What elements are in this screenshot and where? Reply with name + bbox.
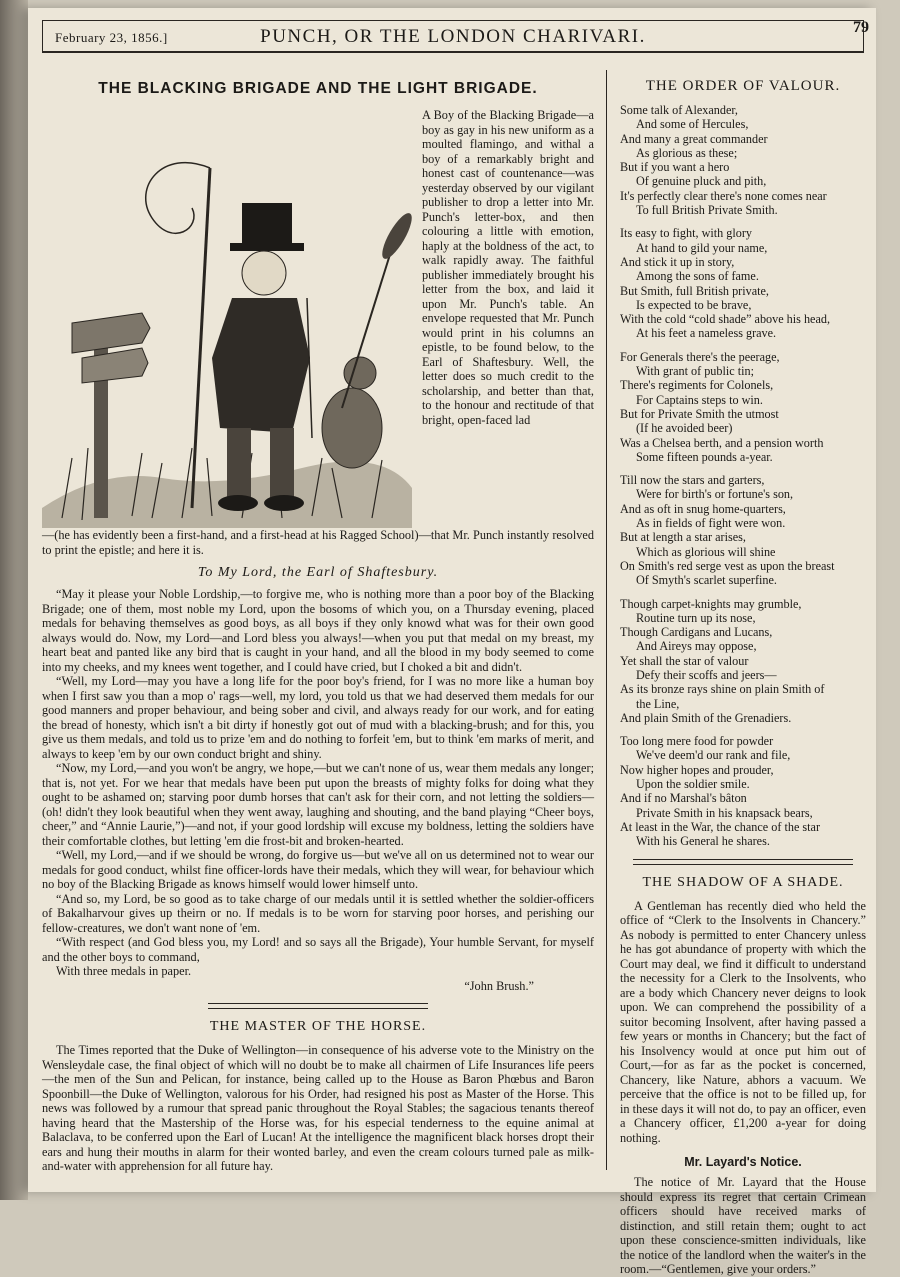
poem-line: With grant of public tin; — [636, 364, 754, 379]
poem-line: As its bronze rays shine on plain Smith of — [620, 682, 825, 697]
poem-line: the Line, — [636, 696, 680, 711]
header-date: February 23, 1856.] — [55, 30, 168, 45]
letter-paragraph: “May it please your Noble Lordship,—to forgive me, who is nothing more than a poor boy of the Blacking Brigade; one of them, most noble my Lord, upon the bosoms of which you, on a Thursday evening, placed medals for behaving themselves as good boys, as all boys if they only knowd what was for their own good always would do. Now, my Lord—and Lord bless you always!—when you put that medal on my breast, my heart beat and panted like any bird that is caught in your hand, and all the blood in my body seemed to come into my cheeks, and my knees went together, and I could have cried, but I choked a bit and didn't. — [42, 587, 594, 674]
poem-line: And some of Hercules, — [636, 117, 749, 132]
poem-line: But for Private Smith the utmost — [620, 406, 779, 421]
intro-text: A Boy of the Blacking Brigade—a boy as gay in his new uniform as a moulted flamingo, and withal a boy of a remarkably bright and honest cast of countenance—was yesterday observed by our vigilant publisher to drop a letter into Mr. Punch's letter-box, and then colouring a little with emotion, haply at the boldness of the act, to walk rapidly away. The faithful publisher immediately brought his letter from the box, and laid it upon Mr. Punch's table. An envelope requested that Mr. Punch would print in his columns an epistle, to be found below, to the Earl of Shaftesbury. Well, the letter does so much credit to the scholarship, and better than that, to the honour and rectitude of that bright, open-faced lad — [422, 108, 594, 427]
poem-line: Some talk of Alexander, — [620, 103, 738, 117]
poem-line: At least in the War, the chance of the star — [620, 819, 820, 834]
section-divider — [633, 859, 853, 865]
poem-line: And stick it up in story, — [620, 254, 735, 269]
poem-line: For Captains steps to win. — [636, 392, 763, 407]
page-header — [42, 19, 869, 53]
letter-paragraph: “Well, my Lord—may you have a long life for the poor boy's friend, for I was no more like a human boy when I first saw you than a mop o' rags—well, my lord, you told us that we had deserved them medals for our good manners and proper behaviour, and being sober and civil, and always ready for our work, and for eating the bread of honesty, which isn't a bit dirty if honestly got out of mud with a blacking-brush; and for this, you give us them medals, and told us to prize 'em and do nothing to forfeit 'em, but to think 'em marks of merit, and always to keep 'em by our own conduct bright and shiny. — [42, 674, 594, 761]
poem-line: There's regiments for Colonels, — [620, 378, 774, 393]
poem-line: Is expected to be brave, — [636, 297, 752, 312]
master-title: THE MASTER OF THE HORSE. — [209, 1019, 427, 1034]
boy-and-signpost-icon — [42, 108, 412, 528]
poem-line: With the cold “cold shade” above his head, — [620, 312, 831, 327]
poem-line: Which as glorious will shine — [636, 544, 776, 559]
poem-line: We've deem'd our rank and file, — [636, 748, 791, 763]
poem-stanza — [620, 103, 866, 217]
poem-line: And if no Marshal's bâton — [620, 791, 747, 806]
poem-line: Though carpet-knights may grumble, — [620, 596, 802, 611]
poem-line: At hand to gild your name, — [636, 240, 768, 255]
poem-line: Some fifteen pounds a-year. — [636, 449, 773, 464]
letter-salutation: To My Lord, the Earl of Shaftesbury. — [197, 565, 439, 580]
poem-stanza — [620, 350, 866, 464]
letter-paragraph: “Now, my Lord,—and you won't be angry, we hope,—but we can't none of us, wear them medals any longer; that is, not yet. For we hear that medals have been put upon the breasts of mighty folks for doing what they ought to be ashamed on; starving poor dumb horses that can't ask for their corn, and not letting the soldiers—(oh! didn't they look beautiful when they went away, laughing and shouting, and the band playing “Cheer boys, cheer,” and “Annie Laurie,”)—and not, if your good lordship will excuse my boldness, letting the soldiers have their comfortable clothes, but letting 'em die frost-bit and broken-hearted. — [42, 761, 594, 848]
poem-line: Till now the stars and garters, — [620, 473, 765, 488]
poem-line: But at length a star arises, — [620, 530, 746, 545]
poem-line: (If he avoided beer) — [636, 421, 733, 436]
poem-line: Though Cardigans and Lucans, — [620, 625, 773, 640]
poem-line: Of genuine pluck and pith, — [636, 174, 767, 189]
layard-title: Mr. Layard's Notice. — [684, 1155, 802, 1170]
poem-line: As in fields of fight were won. — [636, 516, 786, 531]
poem-line: But Smith, full British private, — [620, 283, 769, 298]
poem-line: Too long mere food for powder — [620, 734, 774, 749]
poem-line: Defy their scoffs and jeers— — [636, 667, 777, 682]
shadow-title: THE SHADOW OF A SHADE. — [642, 874, 844, 890]
poem-line: Was a Chelsea berth, and a pension worth — [620, 435, 824, 450]
column-divider — [606, 70, 607, 1170]
poem-line: On Smith's red serge vest as upon the breast — [620, 558, 835, 573]
poem-line: To full British Private Smith. — [636, 203, 778, 218]
poem-stanza — [620, 597, 866, 726]
poem-stanza — [620, 734, 866, 848]
book-spine — [0, 0, 28, 1200]
poem-line: With his General he shares. — [636, 834, 770, 849]
valour-poem — [620, 103, 866, 849]
poem-line: At his feet a nameless grave. — [636, 326, 777, 341]
master-text: The Times reported that the Duke of Wellington—in consequence of his adverse vote to the Ministry on the Wensleydale case, the final object of which will no doubt be to make all chairmen of Life Insurances life peers—the men of the Sun and Pelican, for instance, being called up to the House as Baron Phœbus and Baron Spoonbill—the Duke of Wellington, valorous for his Order, had resigned his post as Master of the Horse. This news was followed by a rumour that spread panic throughout the Royal Stables; the sagacious tenants thereof having heard that the Mastership of the Horse was, for his especial tenderness to the equine animal at Balaclava, to be conferred upon the Earl of Lucan! At the intelligence the magnificent black horses dropt their ears and hung their mouths in alarm for their wonted barley, and even the cream colours turned pale as milk-and-water with apprehension for all future hay. — [42, 1043, 594, 1173]
poem-line: And as oft in snug home-quarters, — [620, 501, 786, 516]
poem-line: Among the sons of fame. — [636, 269, 759, 284]
cartoon-illustration — [42, 108, 412, 528]
poem-line: Upon the soldier smile. — [636, 777, 750, 792]
page-number: 79 — [853, 19, 869, 36]
section-divider — [208, 1003, 428, 1009]
poem-line: Its easy to fight, with glory — [620, 226, 753, 241]
intro-continuation: —(he has evidently been a first-hand, and a first-head at his Ragged School)—that Mr. Punch instantly resolved to print the epistle; and here it is. — [42, 528, 594, 557]
letter-closing: With three medals in paper. — [56, 964, 192, 978]
poem-line: But if you want a hero — [620, 160, 730, 175]
shadow-text: A Gentleman has recently died who held the office of “Clerk to the Insolvents in Chancery.” As nobody is permitted to enter Chancery unless he has got abundance of property with which the Court may deal, we find it difficult to understand the necessity for a Clerk to the Insolvents, who are a body which Chancery never deigns to look upon. We can comprehend the possibility of a suitor becoming Insolvent, after having passed a few years or months in Chancery; but the fact of his Insolvency would at once put him out of Court,—for as far as the pocket is concerned, Chancery, like Nature, abhors a vacuum. We perceive that the office is not to be filled up, for in these days it will not do, to pay an officer, even a Chancery officer, £1,200 a-year for doing nothing. — [620, 898, 866, 1145]
poem-line: And Aireys may oppose, — [636, 639, 757, 654]
poem-line: Private Smith in his knapsack bears, — [636, 805, 813, 820]
letter-signature: “John Brush.” — [464, 978, 534, 993]
poem-line: Now higher hopes and prouder, — [620, 762, 774, 777]
poem-line: Yet shall the star of valour — [620, 653, 749, 668]
poem-line: And many a great commander — [620, 131, 768, 146]
newspaper-page — [28, 8, 876, 1277]
poem-line: Were for birth's or fortune's son, — [636, 487, 794, 502]
poem-stanza — [620, 473, 866, 587]
poem-line: It's perfectly clear there's none comes near — [620, 188, 827, 203]
header-title: PUNCH, OR THE LONDON CHARIVARI. — [260, 26, 646, 47]
blacking-title: THE BLACKING BRIGADE AND THE LIGHT BRIGADE. — [98, 80, 538, 97]
letter-paragraph: “With respect (and God bless you, my Lord! and so says all the Brigade), Your humble Servant, for myself and the other boys to command, — [42, 935, 594, 964]
layard-text: The notice of Mr. Layard that the House should express its regret that certain Crimean officers should have received marks of distinction, and still retain them; ought to act upon these conscience-smitten individuals, like the notice of the landlord when the waiter's in the room.—“Gentlemen, give your orders.” — [620, 1175, 866, 1277]
poem-line: For Generals there's the peerage, — [620, 349, 780, 364]
valour-title: THE ORDER OF VALOUR. — [645, 78, 841, 94]
letter-paragraph: “And so, my Lord, be so good as to take charge of our medals until it is settled whether the soldier-officers of Bakalharvour gives up theirn or no. If medals is to be worn for starving poor horses, and perishing our fellow-creatures, we don't want none of 'em. — [42, 891, 594, 935]
poem-line: And plain Smith of the Grenadiers. — [620, 710, 792, 725]
poem-line: Of Smyth's scarlet superfine. — [636, 573, 777, 588]
left-column — [42, 66, 594, 1174]
poem-line: Routine turn up its nose, — [636, 610, 756, 625]
right-column — [620, 66, 866, 1277]
poem-line: As glorious as these; — [636, 145, 738, 160]
letter-paragraph: “Well, my Lord,—and if we should be wrong, do forgive us—but we've all on us determined not to wear our medals for good conduct, whilst fine officer-lords have their medals, which they will wear, for behaviour which no boy of the Blacking Brigade as knows himself would lower himself unto. — [42, 848, 594, 891]
poem-stanza — [620, 226, 866, 340]
